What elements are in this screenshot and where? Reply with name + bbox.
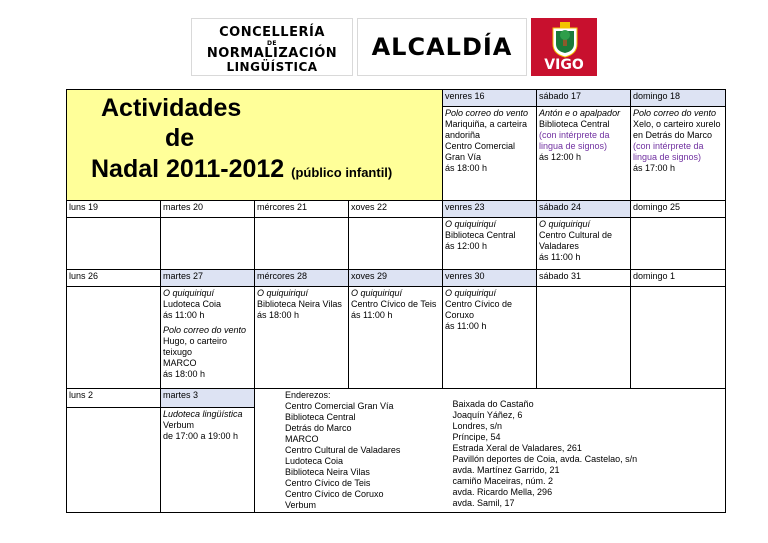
title-line-1: Actividades xyxy=(101,94,242,122)
vigo-text: VIGO xyxy=(544,57,584,73)
title-line-3: Nadal 2011-2012 (público infantil) xyxy=(91,155,393,183)
event-cell xyxy=(631,287,726,389)
day-header: martes 27 xyxy=(161,270,255,287)
title-line-2: de xyxy=(165,124,195,152)
event-title: O quiquiriquí xyxy=(445,219,497,229)
event-title: Antón e o apalpador xyxy=(539,108,621,118)
event-place: Verbum xyxy=(163,419,195,430)
day-header: venres 16 xyxy=(443,90,537,107)
day-header: domingo 18 xyxy=(631,90,726,107)
address-street: avda. Martínez Garrido, 21 xyxy=(452,465,560,475)
event-title: O quiquiriquí xyxy=(445,288,497,298)
event-cell xyxy=(67,218,161,270)
event-cell xyxy=(67,287,161,389)
event-cell xyxy=(537,287,631,389)
day-header: luns 2 xyxy=(67,389,161,408)
address-place: Centro Comercial Gran Vía xyxy=(285,401,394,411)
event-time: ás 11:00 h xyxy=(445,321,487,331)
event-place: Centro Cultural de Valadares xyxy=(539,230,613,251)
event-cell xyxy=(631,107,726,201)
concelleria-logo xyxy=(191,18,353,76)
day-header: mércores 21 xyxy=(255,201,349,218)
event-place: Centro Comercial Gran Vía xyxy=(445,141,516,162)
event-time: ás 11:00 h xyxy=(539,252,581,262)
event-desc: Mariquiña, a carteira andoriña xyxy=(445,119,528,140)
calendar-table xyxy=(66,89,726,513)
day-header: sábado 24 xyxy=(537,201,631,218)
event-cell xyxy=(443,107,537,201)
day-header: venres 23 xyxy=(443,201,537,218)
vigo-shield-icon xyxy=(551,22,579,58)
event-cell xyxy=(349,287,443,389)
day-header: martes 20 xyxy=(161,201,255,218)
vigo-logo xyxy=(531,18,597,76)
event-time: de 17:00 a 19:00 h xyxy=(163,430,239,441)
day-header: luns 26 xyxy=(67,270,161,287)
event-cell xyxy=(161,287,255,389)
address-street: Baixada do Castaño xyxy=(452,399,534,409)
event-place: Biblioteca Central xyxy=(445,230,516,240)
addresses-label: Enderezos: xyxy=(285,390,331,400)
address-place: Biblioteca Central xyxy=(285,412,356,422)
event-time: ás 18:00 h xyxy=(163,369,206,379)
event-cell xyxy=(443,287,537,389)
event-title: Polo correo do vento xyxy=(633,108,717,118)
logo-line: NORMALIZACIÓN xyxy=(206,46,338,61)
day-header: martes 3 xyxy=(161,389,255,408)
event-cell xyxy=(255,287,349,389)
address-street: Estrada Xeral de Valadares, 261 xyxy=(452,443,582,453)
event-time: ás 12:00 h xyxy=(539,152,582,162)
alcaldia-logo xyxy=(357,18,527,76)
address-place: Biblioteca Neira Vilas xyxy=(285,467,370,477)
event-cell xyxy=(631,218,726,270)
event-place: MARCO xyxy=(163,358,197,368)
alcaldia-text: ALCALDÍA xyxy=(371,33,513,61)
event-place: Biblioteca Central xyxy=(539,119,610,129)
event-desc: Xelo, o carteiro xurelo en Detrás do Marco xyxy=(633,119,721,140)
addresses-block xyxy=(255,389,726,513)
event-time: ás 11:00 h xyxy=(351,310,393,320)
address-street: Londres, s/n xyxy=(452,421,503,431)
event-cell xyxy=(443,218,537,270)
address-street: avda. Ricardo Mella, 296 xyxy=(452,487,553,497)
event-time: ás 11:00 h xyxy=(163,310,205,320)
event-place: Centro Cívico de Coruxo xyxy=(445,299,513,320)
event-time: ás 12:00 h xyxy=(445,241,488,251)
day-header: xoves 29 xyxy=(349,270,443,287)
day-header: mércores 28 xyxy=(255,270,349,287)
event-title: O quiquiriquí xyxy=(163,288,215,298)
day-header: domingo 25 xyxy=(631,201,726,218)
event-place: Biblioteca Neira Vilas xyxy=(257,299,342,309)
logo-line: CONCELLERÍA xyxy=(219,25,325,40)
address-street: Príncipe, 54 xyxy=(452,432,501,442)
address-street: camiño Maceiras, núm. 2 xyxy=(452,476,554,486)
event-title: Polo correo do vento xyxy=(445,108,529,118)
event-cell xyxy=(67,407,161,512)
day-header: venres 30 xyxy=(443,270,537,287)
event-note: (con intérprete da lingua de signos) xyxy=(633,141,704,162)
address-street: Joaquín Yáñez, 6 xyxy=(452,410,523,420)
logo-line: DE xyxy=(266,40,278,47)
event-cell xyxy=(537,107,631,201)
event-place: Ludoteca Coia xyxy=(163,299,222,309)
event-title: Ludoteca lingüística xyxy=(163,408,243,419)
event-title: O quiquiriquí xyxy=(257,288,309,298)
event-time: ás 17:00 h xyxy=(633,163,676,173)
address-place: Centro Cívico de Coruxo xyxy=(285,489,384,499)
event-cell xyxy=(255,218,349,270)
day-header: xoves 22 xyxy=(349,201,443,218)
address-place: Ludoteca Coia xyxy=(285,456,344,466)
address-place: Detrás do Marco xyxy=(285,423,352,433)
event-title: O quiquiriquí xyxy=(539,219,591,229)
event-place: Centro Cívico de Teis xyxy=(351,299,437,309)
day-header: luns 19 xyxy=(67,201,161,218)
address-place: Centro Cívico de Teis xyxy=(285,478,371,488)
event-note: (con intérprete da lingua de signos) xyxy=(539,130,610,151)
event-cell xyxy=(537,218,631,270)
event-cell xyxy=(349,218,443,270)
title-block xyxy=(67,90,443,201)
event-cell xyxy=(161,218,255,270)
event-cell xyxy=(161,407,255,512)
day-header: domingo 1 xyxy=(631,270,726,287)
event-desc: Hugo, o carteiro teixugo xyxy=(163,336,228,357)
event-time: ás 18:00 h xyxy=(257,310,300,320)
event-time: ás 18:00 h xyxy=(445,163,488,173)
day-header: sábado 17 xyxy=(537,90,631,107)
address-place: MARCO xyxy=(285,434,319,444)
subtitle: (público infantil) xyxy=(291,165,393,180)
address-place: Verbum xyxy=(285,500,317,510)
address-place: Centro Cultural de Valadares xyxy=(285,445,401,455)
logo-line: LINGÜÍSTICA xyxy=(226,60,318,74)
address-street: Pavillón deportes de Coia, avda. Castelao, s/n xyxy=(452,454,638,464)
event-title: O quiquiriquí xyxy=(351,288,403,298)
event-title: Polo correo do vento xyxy=(163,325,247,335)
day-header: sábado 31 xyxy=(537,270,631,287)
address-street: avda. Samil, 17 xyxy=(452,498,515,508)
